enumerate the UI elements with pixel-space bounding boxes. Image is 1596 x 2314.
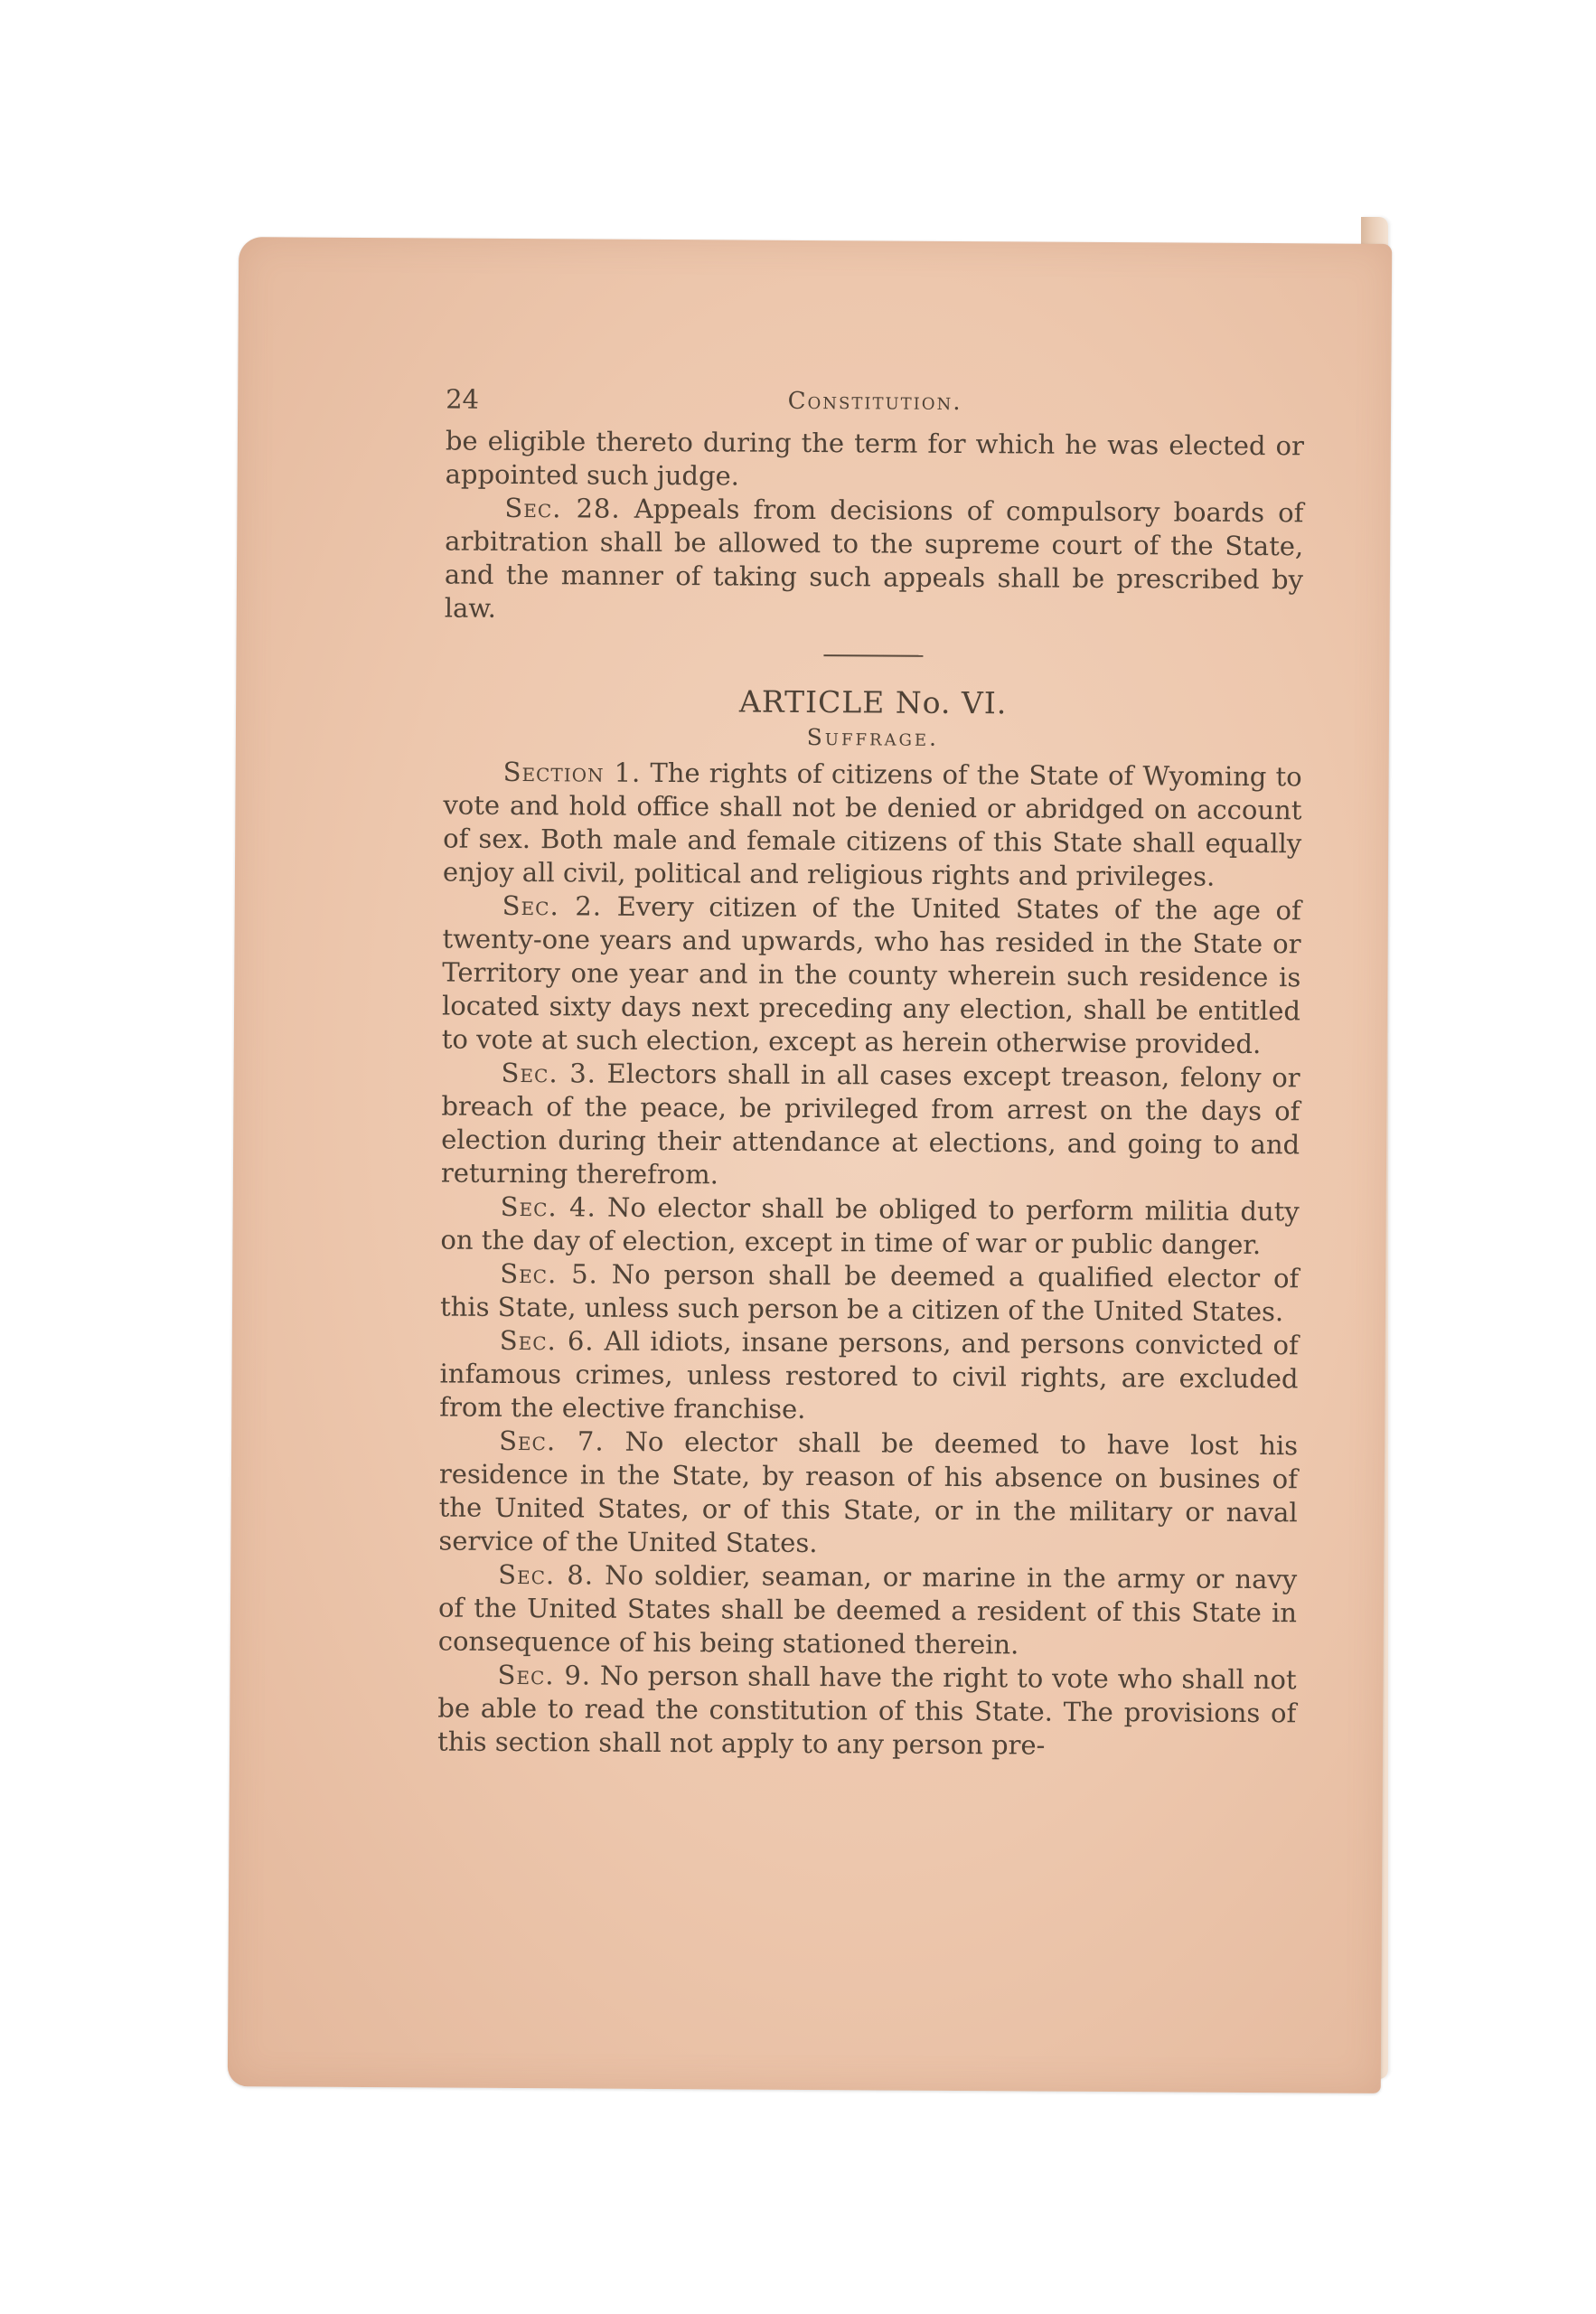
page-content <box>437 383 1304 1764</box>
section-9 <box>437 1658 1297 1764</box>
section-3 <box>441 1057 1300 1196</box>
section-label: Sec. 28. <box>504 492 621 524</box>
section-2 <box>442 889 1301 1062</box>
section-label: Sec. 8. <box>498 1558 595 1591</box>
article-subtitle: Suffrage. <box>806 723 940 751</box>
section-divider-rule <box>823 654 923 657</box>
section-text: All idiots, insane persons, and persons convicted of infamous crimes, unless restored to civil rights, are excluded from the elective franchise. <box>439 1325 1299 1425</box>
section-text: Appeals from decisions of compulsory boards of arbitration shall be allowed to the supreme court of the State, and the manner of taking such appeals shall be prescribed by law. <box>444 493 1304 624</box>
section-text: Electors shall in all cases except treason, felony or breach of the peace, be privileged from arrest on the days of election during their attendance at elections, and going to and returning therefrom. <box>440 1058 1300 1190</box>
section-label: Sec. 3. <box>501 1057 597 1089</box>
section-text: The rights of citizens of the State of Wyoming to vote and hold office shall not be denied or abridged on account of sex. Both male and female citizens of this State shall equally enjoy all civil, political and religious rights and privileges. <box>442 757 1302 892</box>
book-page <box>228 237 1392 2093</box>
page-header <box>446 383 1304 428</box>
section-8 <box>438 1557 1298 1663</box>
section-label: Sec. 9. <box>497 1659 592 1691</box>
section-4 <box>440 1190 1299 1263</box>
section-label: Sec. 7. <box>499 1425 605 1457</box>
section-28 <box>445 492 1304 631</box>
section-7 <box>438 1425 1298 1564</box>
page-number: 24 <box>446 383 480 415</box>
section-label: Sec. 4. <box>500 1190 596 1223</box>
article-title: ARTICLE No. VI. <box>738 683 1008 721</box>
section-text: No elector shall be deemed to have lost his residence in the State, by reason of his absence on busines of the United States, or of this State, or in the military or naval service of the United States. <box>438 1425 1299 1559</box>
section-label: Sec. 2. <box>502 889 603 922</box>
section-5 <box>440 1257 1299 1330</box>
running-head: Constitution. <box>787 387 962 417</box>
section-label: Section 1. <box>502 756 642 788</box>
continuation-paragraph: be eligible thereto during the term for which he was elected or appointed such judge. <box>445 425 1304 492</box>
section-text: No elector shall be obliged to perform militia duty on the day of election, except in time of war or public danger. <box>440 1191 1300 1261</box>
section-text: No soldier, seaman, or marine in the army or navy of the United States shall be deemed a resident of this State in consequence of his being stationed therein. <box>437 1559 1298 1660</box>
section-label: Sec. 6. <box>499 1324 595 1357</box>
section-text: Every citizen of the United States of the age of twenty-one years and upwards, who has resided in the State or Territory one year and in the county wherein such residence is located sixty days next preceding any election, shall be entitled to vote at such election, except as herein otherwise provided. <box>441 890 1301 1060</box>
section-6 <box>439 1324 1299 1430</box>
section-label: Sec. 5. <box>500 1257 598 1290</box>
section-1 <box>443 756 1302 895</box>
section-text: No person shall have the right to vote who shall not be able to read the constitution of this State. The provisions of this section shall not apply to any person pre- <box>437 1660 1297 1761</box>
section-text: No person shall be deemed a qualified elector of this State, unless such person be a citizen of the United States. <box>439 1258 1300 1328</box>
